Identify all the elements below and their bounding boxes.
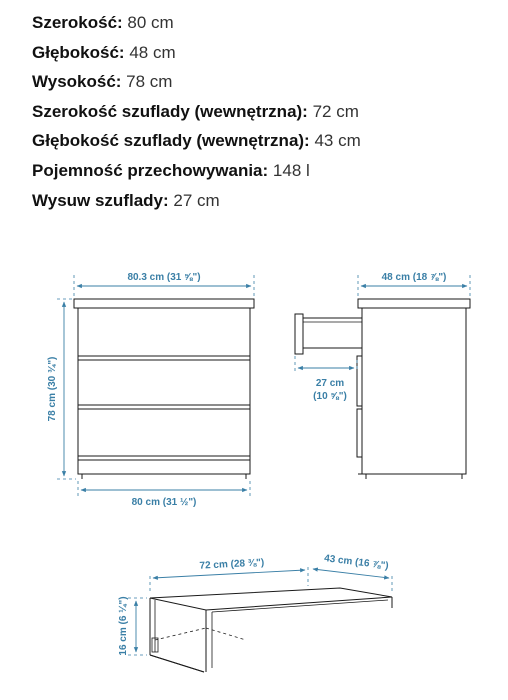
spec-label: Głębokość szuflady (wewnętrzna): bbox=[32, 131, 310, 151]
spec-value: 80 cm bbox=[122, 13, 174, 32]
spec-value: 27 cm bbox=[168, 190, 220, 210]
drawer-extension-dimension bbox=[295, 356, 357, 402]
side-depth-dimension bbox=[358, 272, 470, 297]
front-top-width-label: 80.3 cm (31 ⅝") bbox=[127, 272, 201, 283]
spec-value: 48 cm bbox=[124, 42, 176, 62]
drawer-view bbox=[118, 553, 392, 672]
side-view bbox=[295, 272, 470, 479]
spec-label: Szerokość: bbox=[32, 13, 123, 32]
spec-label: Wysokość: bbox=[32, 72, 122, 92]
drawer-extension-cm-label: 27 cm bbox=[315, 378, 345, 389]
drawer-depth-dimension bbox=[313, 553, 392, 594]
drawer-height-dimension bbox=[118, 596, 147, 655]
extended-drawer bbox=[295, 314, 362, 354]
spec-value: 148 l bbox=[268, 160, 310, 180]
chest-side-outline bbox=[357, 299, 470, 479]
front-height-label: 78 cm (30 ¾") bbox=[47, 356, 58, 422]
front-view bbox=[47, 272, 254, 508]
front-bottom-width-dimension bbox=[78, 481, 250, 508]
drawer-depth-label: 43 cm (16 ⅞") bbox=[323, 553, 390, 572]
drawer-outline bbox=[150, 588, 392, 672]
spec-label: Wysuw szuflady: bbox=[32, 190, 169, 210]
drawer-extension-in-label: (10 ⅝") bbox=[313, 391, 347, 402]
drawer-width-dimension bbox=[150, 557, 308, 594]
front-top-width-dimension bbox=[74, 272, 254, 297]
spec-value: 43 cm bbox=[309, 131, 361, 151]
spec-label: Pojemność przechowywania: bbox=[32, 160, 269, 180]
spec-label: Głębokość: bbox=[32, 42, 125, 62]
spec-label: Szerokość szuflady (wewnętrzna): bbox=[32, 101, 308, 121]
side-depth-label: 48 cm (18 ⅞") bbox=[381, 272, 447, 283]
front-bottom-width-label: 80 cm (31 ½") bbox=[131, 497, 197, 508]
spec-value: 72 cm bbox=[307, 101, 359, 121]
drawer-height-label: 16 cm (6 ¼") bbox=[118, 596, 129, 656]
spec-value: 78 cm bbox=[121, 72, 173, 92]
chest-front-outline bbox=[74, 299, 254, 479]
drawer-width-label: 72 cm (28 ⅜") bbox=[199, 557, 265, 572]
front-height-dimension bbox=[47, 299, 76, 479]
